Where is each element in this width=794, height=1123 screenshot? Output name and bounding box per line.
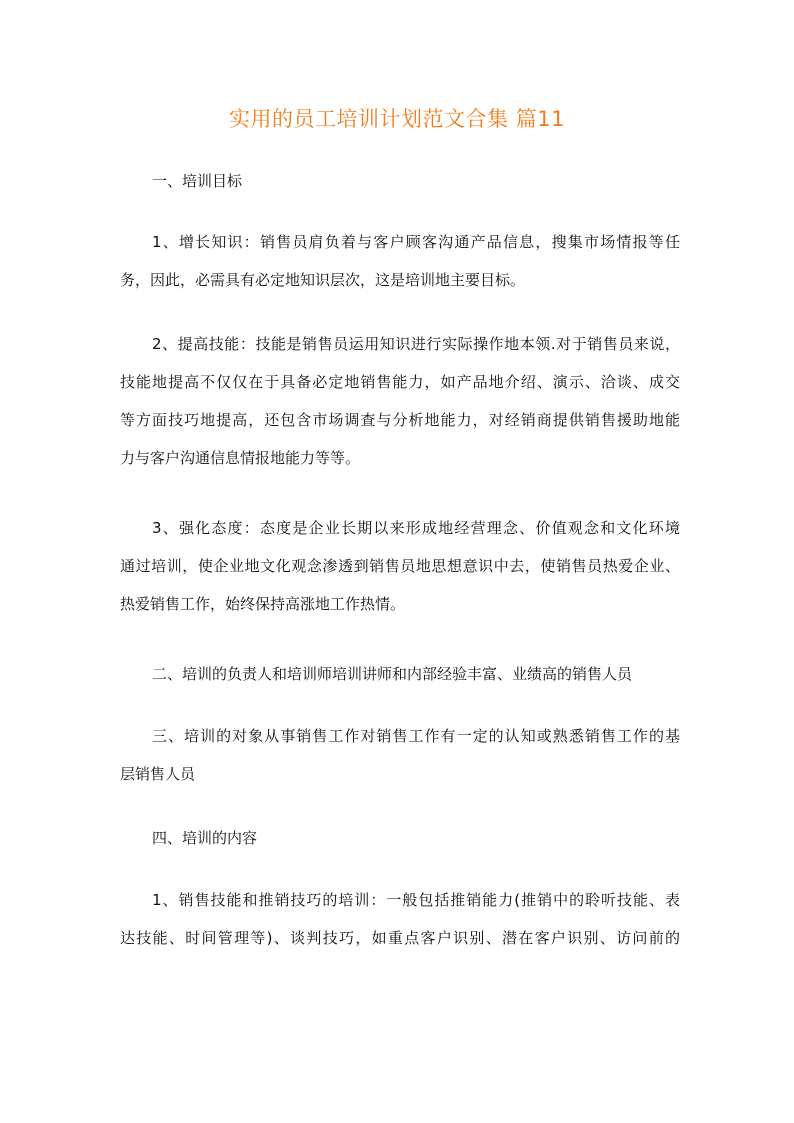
text-line: 通过培训，使企业地文化观念渗透到销售员地思想意识中去，使销售员热爱企业、 xyxy=(120,557,680,575)
section-heading-2 xyxy=(120,655,680,693)
text-line: 3、强化态度：态度是企业长期以来形成地经营理念、价值观念和文化环境 xyxy=(152,519,680,537)
paragraph-sales-skills xyxy=(120,881,680,957)
text-line: 层销售人员 xyxy=(120,765,196,783)
text-line: 2、提高技能：技能是销售员运用知识进行实际操作地本领.对于销售员来说， xyxy=(152,335,680,353)
text-line: 1、销售技能和推销技巧的培训：一般包括推销能力(推销中的聆听技能、表 xyxy=(152,891,680,909)
text-line: 一、培训目标 xyxy=(152,172,243,190)
section-heading-1 xyxy=(120,162,680,200)
section-heading-3 xyxy=(120,717,680,793)
text-line: 技能地提高不仅仅在于具备必定地销售能力，如产品地介绍、演示、洽谈、成交 xyxy=(120,373,680,391)
text-line: 力与客户沟通信息情报地能力等等。 xyxy=(120,449,361,467)
text-line: 等方面技巧地提高，还包含市场调查与分析地能力，对经销商提供销售援助地能 xyxy=(120,411,680,429)
text-line: 二、培训的负责人和培训师培训讲师和内部经验丰富、业绩高的销售人员 xyxy=(152,665,633,683)
document-title: 实用的员工培训计划范文合集 篇11 xyxy=(229,107,565,131)
paragraph-skills xyxy=(120,325,680,477)
text-line: 达技能、时间管理等)、谈判技巧，如重点客户识别、潜在客户识别、访问前的 xyxy=(120,929,680,947)
text-line: 热爱销售工作，始终保持高涨地工作热情。 xyxy=(120,595,406,613)
text-line: 务，因此，必需具有必定地知识层次，这是培训地主要目标。 xyxy=(120,271,526,289)
section-heading-4 xyxy=(120,819,680,857)
text-line: 三、培训的对象从事销售工作对销售工作有一定的认知或熟悉销售工作的基 xyxy=(152,727,680,745)
text-line: 1、增长知识：销售员肩负着与客户顾客沟通产品信息，搜集市场情报等任 xyxy=(152,233,680,251)
paragraph-attitude xyxy=(120,509,680,623)
paragraph-knowledge xyxy=(120,223,680,299)
text-line: 四、培训的内容 xyxy=(152,829,258,847)
